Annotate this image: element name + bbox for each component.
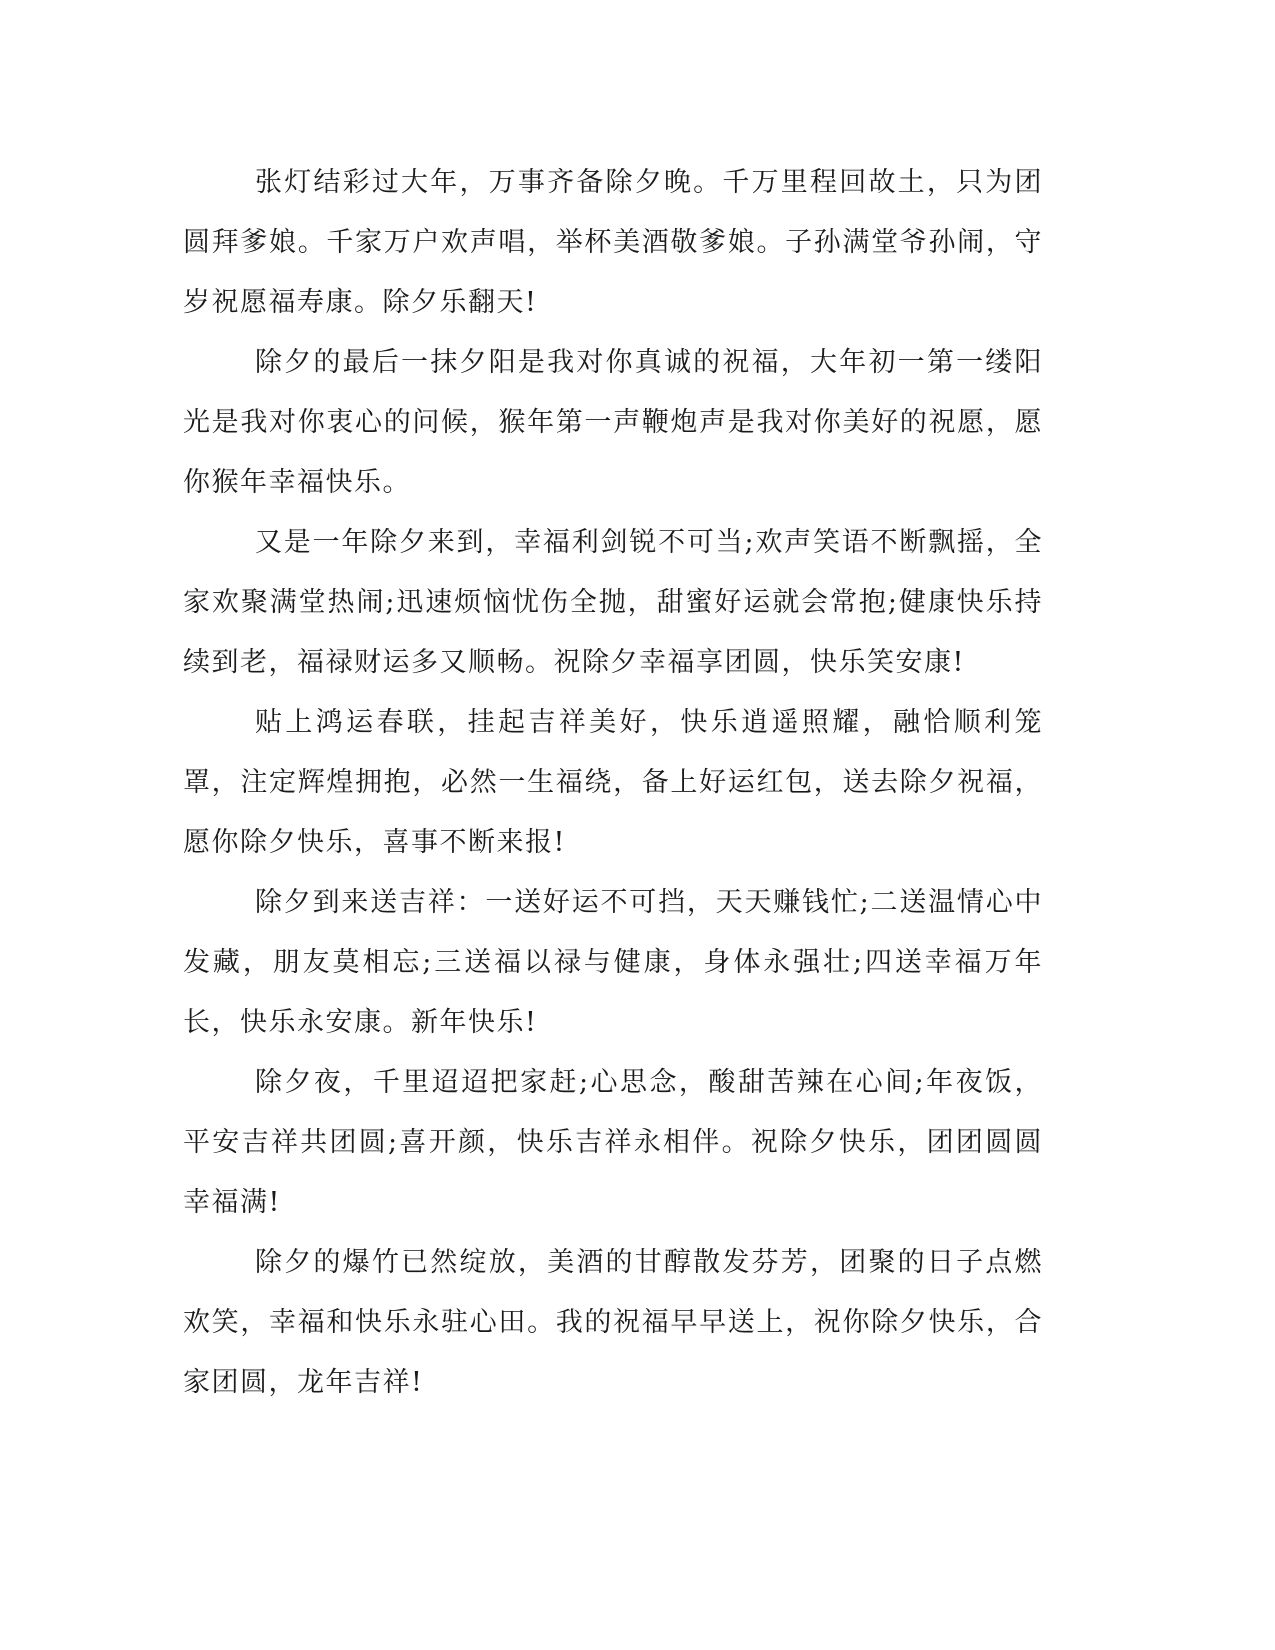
document-body (183, 153, 1043, 1413)
paragraph-1: 张灯结彩过大年，万事齐备除夕晚。千万里程回故土，只为团圆拜爹娘。千家万户欢声唱，举杯美酒敬爹娘。子孙满堂爷孙闹，守岁祝愿福寿康。除夕乐翻天! (183, 167, 1043, 318)
paragraph-3: 又是一年除夕来到，幸福利剑锐不可当;欢声笑语不断飘摇，全家欢聚满堂热闹;迅速烦恼忧伤全抛，甜蜜好运就会常抱;健康快乐持续到老，福禄财运多又顺畅。祝除夕幸福享团圆，快乐笑安康! (183, 527, 1043, 678)
paragraph-2: 除夕的最后一抹夕阳是我对你真诚的祝福，大年初一第一缕阳光是我对你衷心的问候，猴年第一声鞭炮声是我对你美好的祝愿，愿你猴年幸福快乐。 (183, 347, 1043, 498)
paragraph-5: 除夕到来送吉祥：一送好运不可挡，天天赚钱忙;二送温情心中发藏，朋友莫相忘;三送福以禄与健康，身体永强壮;四送幸福万年长，快乐永安康。新年快乐! (183, 887, 1043, 1038)
paragraph-6: 除夕夜，千里迢迢把家赶;心思念，酸甜苦辣在心间;年夜饭，平安吉祥共团圆;喜开颜，快乐吉祥永相伴。祝除夕快乐，团团圆圆幸福满! (183, 1067, 1043, 1218)
paragraph-7: 除夕的爆竹已然绽放，美酒的甘醇散发芬芳，团聚的日子点燃欢笑，幸福和快乐永驻心田。我的祝福早早送上，祝你除夕快乐，合家团圆，龙年吉祥! (183, 1247, 1043, 1398)
paragraph-4: 贴上鸿运春联，挂起吉祥美好，快乐逍遥照耀，融恰顺利笼罩，注定辉煌拥抱，必然一生福绕，备上好运红包，送去除夕祝福，愿你除夕快乐，喜事不断来报! (183, 707, 1043, 858)
